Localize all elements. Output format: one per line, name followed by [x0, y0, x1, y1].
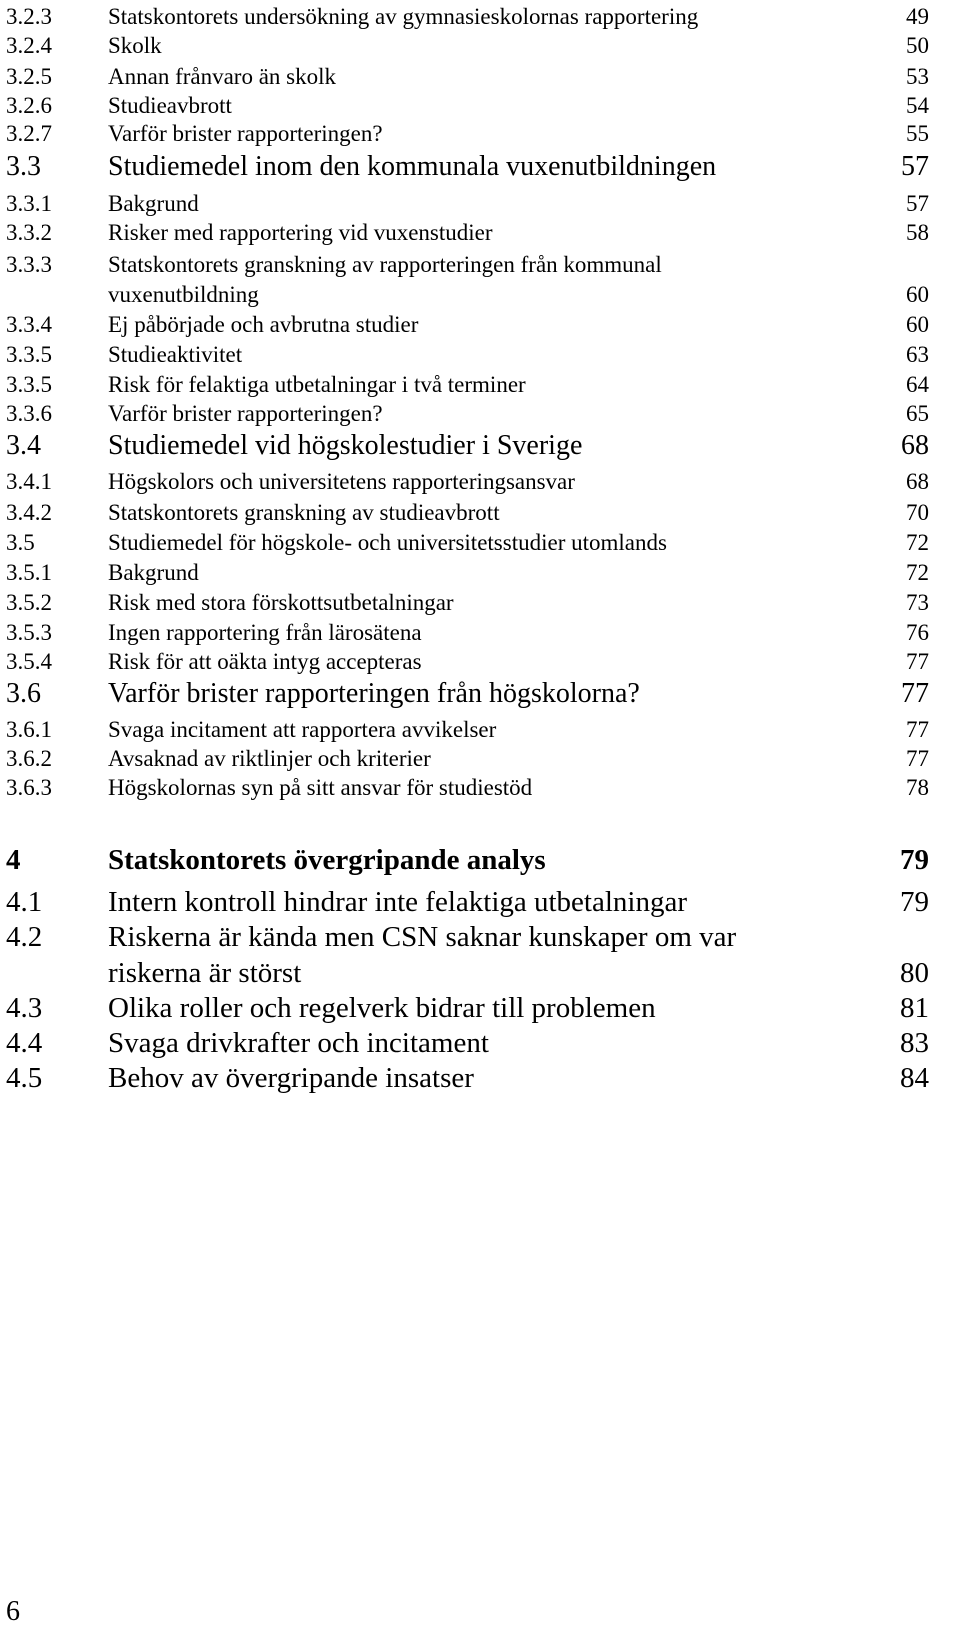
- toc-entry-page: 57: [906, 191, 929, 216]
- toc-entry: [0, 278, 960, 312]
- toc-entry-number: 3.3: [6, 151, 41, 182]
- toc-entry-page: 55: [906, 121, 929, 146]
- toc-entry: [0, 465, 960, 499]
- toc-entry-number: 4.1: [6, 886, 43, 918]
- toc-entry-title: Bakgrund: [108, 191, 199, 216]
- toc-entry-title: Studieavbrott: [108, 93, 232, 118]
- toc-entry-number: 3.6.2: [6, 746, 52, 771]
- toc-entry: [0, 338, 960, 372]
- toc-entry-title: Studiemedel inom den kommunala vuxenutbildningen: [108, 151, 717, 182]
- toc-entry: [0, 117, 960, 151]
- toc-entry-number: 3.4.2: [6, 500, 52, 525]
- toc-entry-page: 50: [906, 33, 929, 58]
- toc-entry-number: 4.3: [6, 992, 43, 1024]
- toc-entry: [0, 920, 960, 954]
- toc-entry-title: Statskontorets granskning av rapporteringen från kommunal: [108, 252, 662, 277]
- toc-entry-number: 4.5: [6, 1062, 43, 1094]
- toc-entry-page: 77: [901, 678, 929, 709]
- toc-entry-title: Statskontorets granskning av studieavbrott: [108, 500, 500, 525]
- toc-entry-number: 3.5.3: [6, 620, 52, 645]
- toc-entry-number: 3.3.3: [6, 252, 52, 277]
- toc-entry-number: 3.5: [6, 530, 35, 555]
- toc-entry-number: 3.2.5: [6, 64, 52, 89]
- toc-entry: [0, 956, 960, 990]
- toc-entry-number: 3.3.6: [6, 401, 52, 426]
- toc-entry-page: 60: [906, 282, 929, 307]
- toc-entry: [0, 308, 960, 342]
- toc-entry-title: Varför brister rapporteringen?: [108, 121, 383, 146]
- toc-entry-page: 76: [906, 620, 929, 645]
- toc-entry-title: Varför brister rapporteringen?: [108, 401, 383, 426]
- toc-entry-title: Svaga incitament att rapportera avvikelser: [108, 717, 497, 742]
- toc-entry-page: 79: [900, 886, 929, 918]
- toc-entry-page: 72: [906, 530, 929, 555]
- toc-entry-number: 3.5.1: [6, 560, 52, 585]
- toc-entry-title: riskerna är störst: [108, 957, 302, 989]
- toc-entry-number: 3.3.5: [6, 342, 52, 367]
- toc-entry: [0, 677, 960, 711]
- toc-entry-title: Avsaknad av riktlinjer och kriterier: [108, 746, 431, 771]
- toc-entry-number: 3.2.3: [6, 4, 52, 29]
- toc-entry-title: Risker med rapportering vid vuxenstudier: [108, 220, 493, 245]
- toc-entry-number: 3.4.1: [6, 469, 52, 494]
- toc-entry-number: 3.3.1: [6, 191, 52, 216]
- toc-entry-page: 79: [900, 844, 929, 876]
- toc-entry-number: 3.6.1: [6, 717, 52, 742]
- toc-entry-page: 53: [906, 64, 929, 89]
- toc-entry-number: 3.6: [6, 678, 41, 709]
- toc-entry-title: Skolk: [108, 33, 162, 58]
- toc-entry-page: 78: [906, 775, 929, 800]
- toc-entry-page: 81: [900, 992, 929, 1024]
- toc-entry: [0, 397, 960, 431]
- toc-entry: [0, 429, 960, 463]
- toc-entry-title: Studiemedel för högskole- och universitetsstudier utomlands: [108, 530, 667, 555]
- toc-entry: [0, 991, 960, 1025]
- toc-entry-title: Svaga drivkrafter och incitament: [108, 1027, 489, 1059]
- toc-entry: [0, 843, 960, 877]
- toc-entry-page: 63: [906, 342, 929, 367]
- toc-entry-page: 77: [906, 649, 929, 674]
- toc-entry-page: 77: [906, 746, 929, 771]
- toc-entry-number: 3.3.2: [6, 220, 52, 245]
- toc-entry-title: Statskontorets övergripande analys: [108, 844, 546, 876]
- toc-entry: [0, 771, 960, 805]
- toc-entry-number: 4: [6, 844, 21, 876]
- toc-entry: [0, 248, 960, 282]
- toc-entry-number: 3.2.4: [6, 33, 52, 58]
- toc-entry-title: Statskontorets undersökning av gymnasieskolornas rapportering: [108, 4, 699, 29]
- toc-entry-title: Studiemedel vid högskolestudier i Sverige: [108, 430, 583, 461]
- toc-entry-number: 3.2.7: [6, 121, 52, 146]
- toc-entry-page: 68: [901, 430, 929, 461]
- toc-entry: [0, 586, 960, 620]
- toc-entry-title: Olika roller och regelverk bidrar till problemen: [108, 992, 656, 1024]
- toc-entry-page: 68: [906, 469, 929, 494]
- toc-entry-page: 70: [906, 500, 929, 525]
- toc-entry-page: 80: [900, 957, 929, 989]
- toc-entry: [0, 645, 960, 679]
- toc-entry-title: Behov av övergripande insatser: [108, 1062, 474, 1094]
- toc-entry-title: Högskolors och universitetens rapporteringsansvar: [108, 469, 575, 494]
- toc-entry: [0, 885, 960, 919]
- toc-entry-number: 3.5.2: [6, 590, 52, 615]
- toc-entry-page: 72: [906, 560, 929, 585]
- toc-entry-title: Risk med stora förskottsutbetalningar: [108, 590, 454, 615]
- toc-entry: [0, 150, 960, 184]
- toc-entry: [0, 496, 960, 530]
- toc-entry-page: 64: [906, 372, 929, 397]
- toc-entry-title: Ej påbörjade och avbrutna studier: [108, 312, 419, 337]
- toc-entry-page: 49: [906, 4, 929, 29]
- toc-entry-number: 3.2.6: [6, 93, 52, 118]
- toc-entry-title: Intern kontroll hindrar inte felaktiga utbetalningar: [108, 886, 687, 918]
- toc-entry-title: Risk för felaktiga utbetalningar i två terminer: [108, 372, 526, 397]
- toc-entry-title: Studieaktivitet: [108, 342, 243, 367]
- toc-entry-page: 84: [900, 1062, 929, 1094]
- toc-entry-page: 73: [906, 590, 929, 615]
- toc-entry-page: 54: [906, 93, 929, 118]
- toc-entry-title: Högskolornas syn på sitt ansvar för studiestöd: [108, 775, 533, 800]
- toc-entry-number: 3.4: [6, 430, 41, 461]
- toc-entry: [0, 556, 960, 590]
- toc-entry: [0, 29, 960, 63]
- toc-entry: [0, 216, 960, 250]
- toc-entry-page: 57: [901, 151, 929, 182]
- toc-entry-title: vuxenutbildning: [108, 282, 259, 307]
- toc-entry-title: Bakgrund: [108, 560, 199, 585]
- toc-entry: [0, 1061, 960, 1095]
- toc-entry-number: 3.3.4: [6, 312, 52, 337]
- toc-entry-title: Annan frånvaro än skolk: [108, 64, 337, 89]
- toc-entry-number: 3.3.5: [6, 372, 52, 397]
- toc-entry-number: 3.5.4: [6, 649, 52, 674]
- toc-entry-page: 65: [906, 401, 929, 426]
- toc-entry-number: 4.2: [6, 921, 43, 953]
- toc-entry-number: 4.4: [6, 1027, 43, 1059]
- toc-entry: [0, 526, 960, 560]
- page-number: 6: [6, 1596, 20, 1627]
- toc-entry: [0, 1026, 960, 1060]
- toc-entry-page: 77: [906, 717, 929, 742]
- toc-entry-title: Risk för att oäkta intyg accepteras: [108, 649, 422, 674]
- toc-entry-title: Varför brister rapporteringen från högskolorna?: [108, 678, 640, 709]
- toc-entry-title: Riskerna är kända men CSN saknar kunskaper om var: [108, 921, 737, 953]
- toc-entry-page: 83: [900, 1027, 929, 1059]
- toc-entry-title: Ingen rapportering från lärosätena: [108, 620, 422, 645]
- toc-entry-page: 58: [906, 220, 929, 245]
- toc-entry-number: 3.6.3: [6, 775, 52, 800]
- toc-entry-page: 60: [906, 312, 929, 337]
